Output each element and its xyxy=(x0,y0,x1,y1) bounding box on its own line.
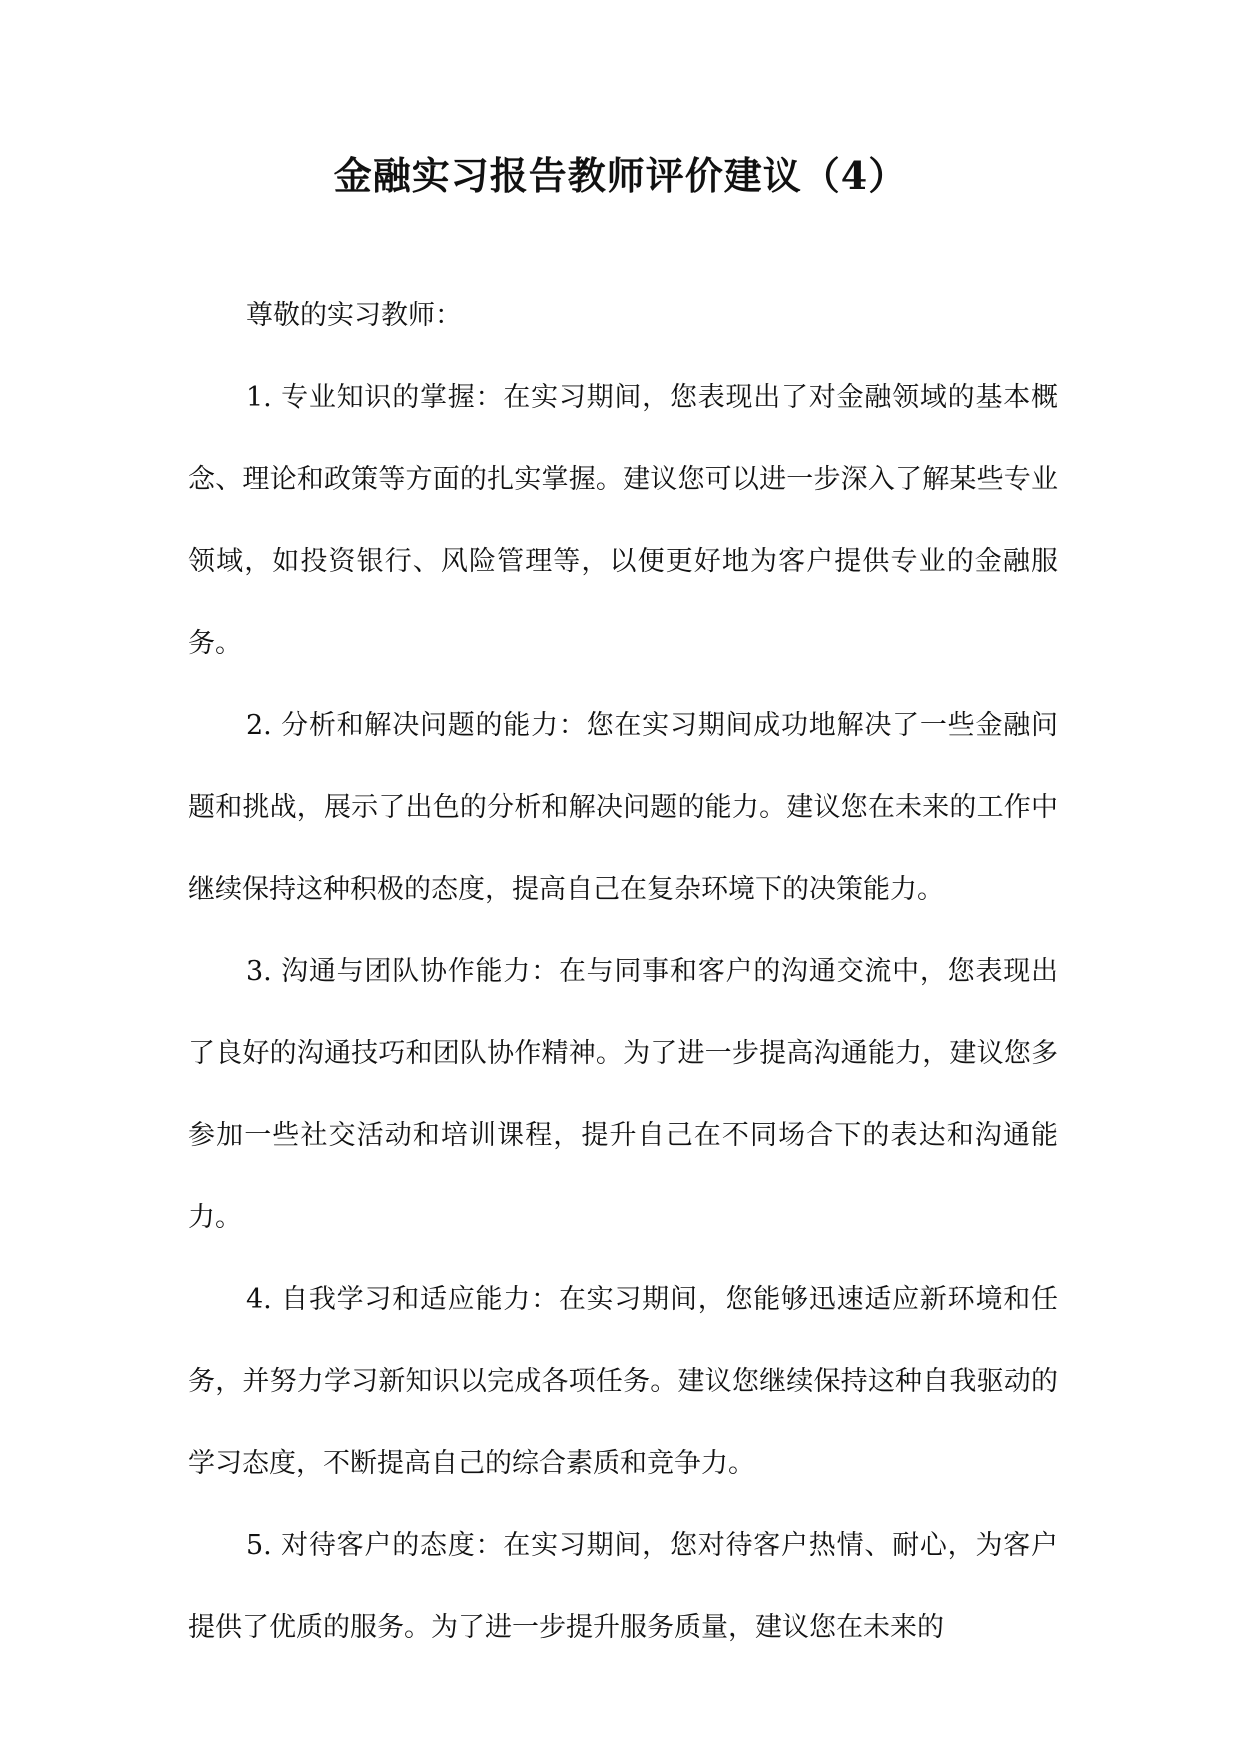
paragraph-4: 4. 自我学习和适应能力：在实习期间，您能够迅速适应新环境和任务，并努力学习新知识以完成各项任务。建议您继续保持这种自我驱动的学习态度，不断提高自己的综合素质和竞争力。 xyxy=(188,1284,1058,1479)
salutation: 尊敬的实习教师： xyxy=(246,300,462,331)
paragraph-5: 5. 对待客户的态度：在实习期间，您对待客户热情、耐心，为客户提供了优质的服务。为了进一步提升服务质量，建议您在未来的 xyxy=(188,1530,1058,1643)
document-body xyxy=(188,275,1058,1669)
document-title: 金融实习报告教师评价建议（4） xyxy=(333,153,908,198)
paragraph-1: 1. 专业知识的掌握：在实习期间，您表现出了对金融领域的基本概念、理论和政策等方面的扎实掌握。建议您可以进一步深入了解某些专业领域，如投资银行、风险管理等，以便更好地为客户提供专业的金融服务。 xyxy=(188,382,1058,659)
paragraph-2: 2. 分析和解决问题的能力：您在实习期间成功地解决了一些金融问题和挑战，展示了出色的分析和解决问题的能力。建议您在未来的工作中继续保持这种积极的态度，提高自己在复杂环境下的决策能力。 xyxy=(188,710,1058,905)
paragraph-3: 3. 沟通与团队协作能力：在与同事和客户的沟通交流中，您表现出了良好的沟通技巧和团队协作精神。为了进一步提高沟通能力，建议您多参加一些社交活动和培训课程，提升自己在不同场合下的表达和沟通能力。 xyxy=(188,956,1058,1233)
